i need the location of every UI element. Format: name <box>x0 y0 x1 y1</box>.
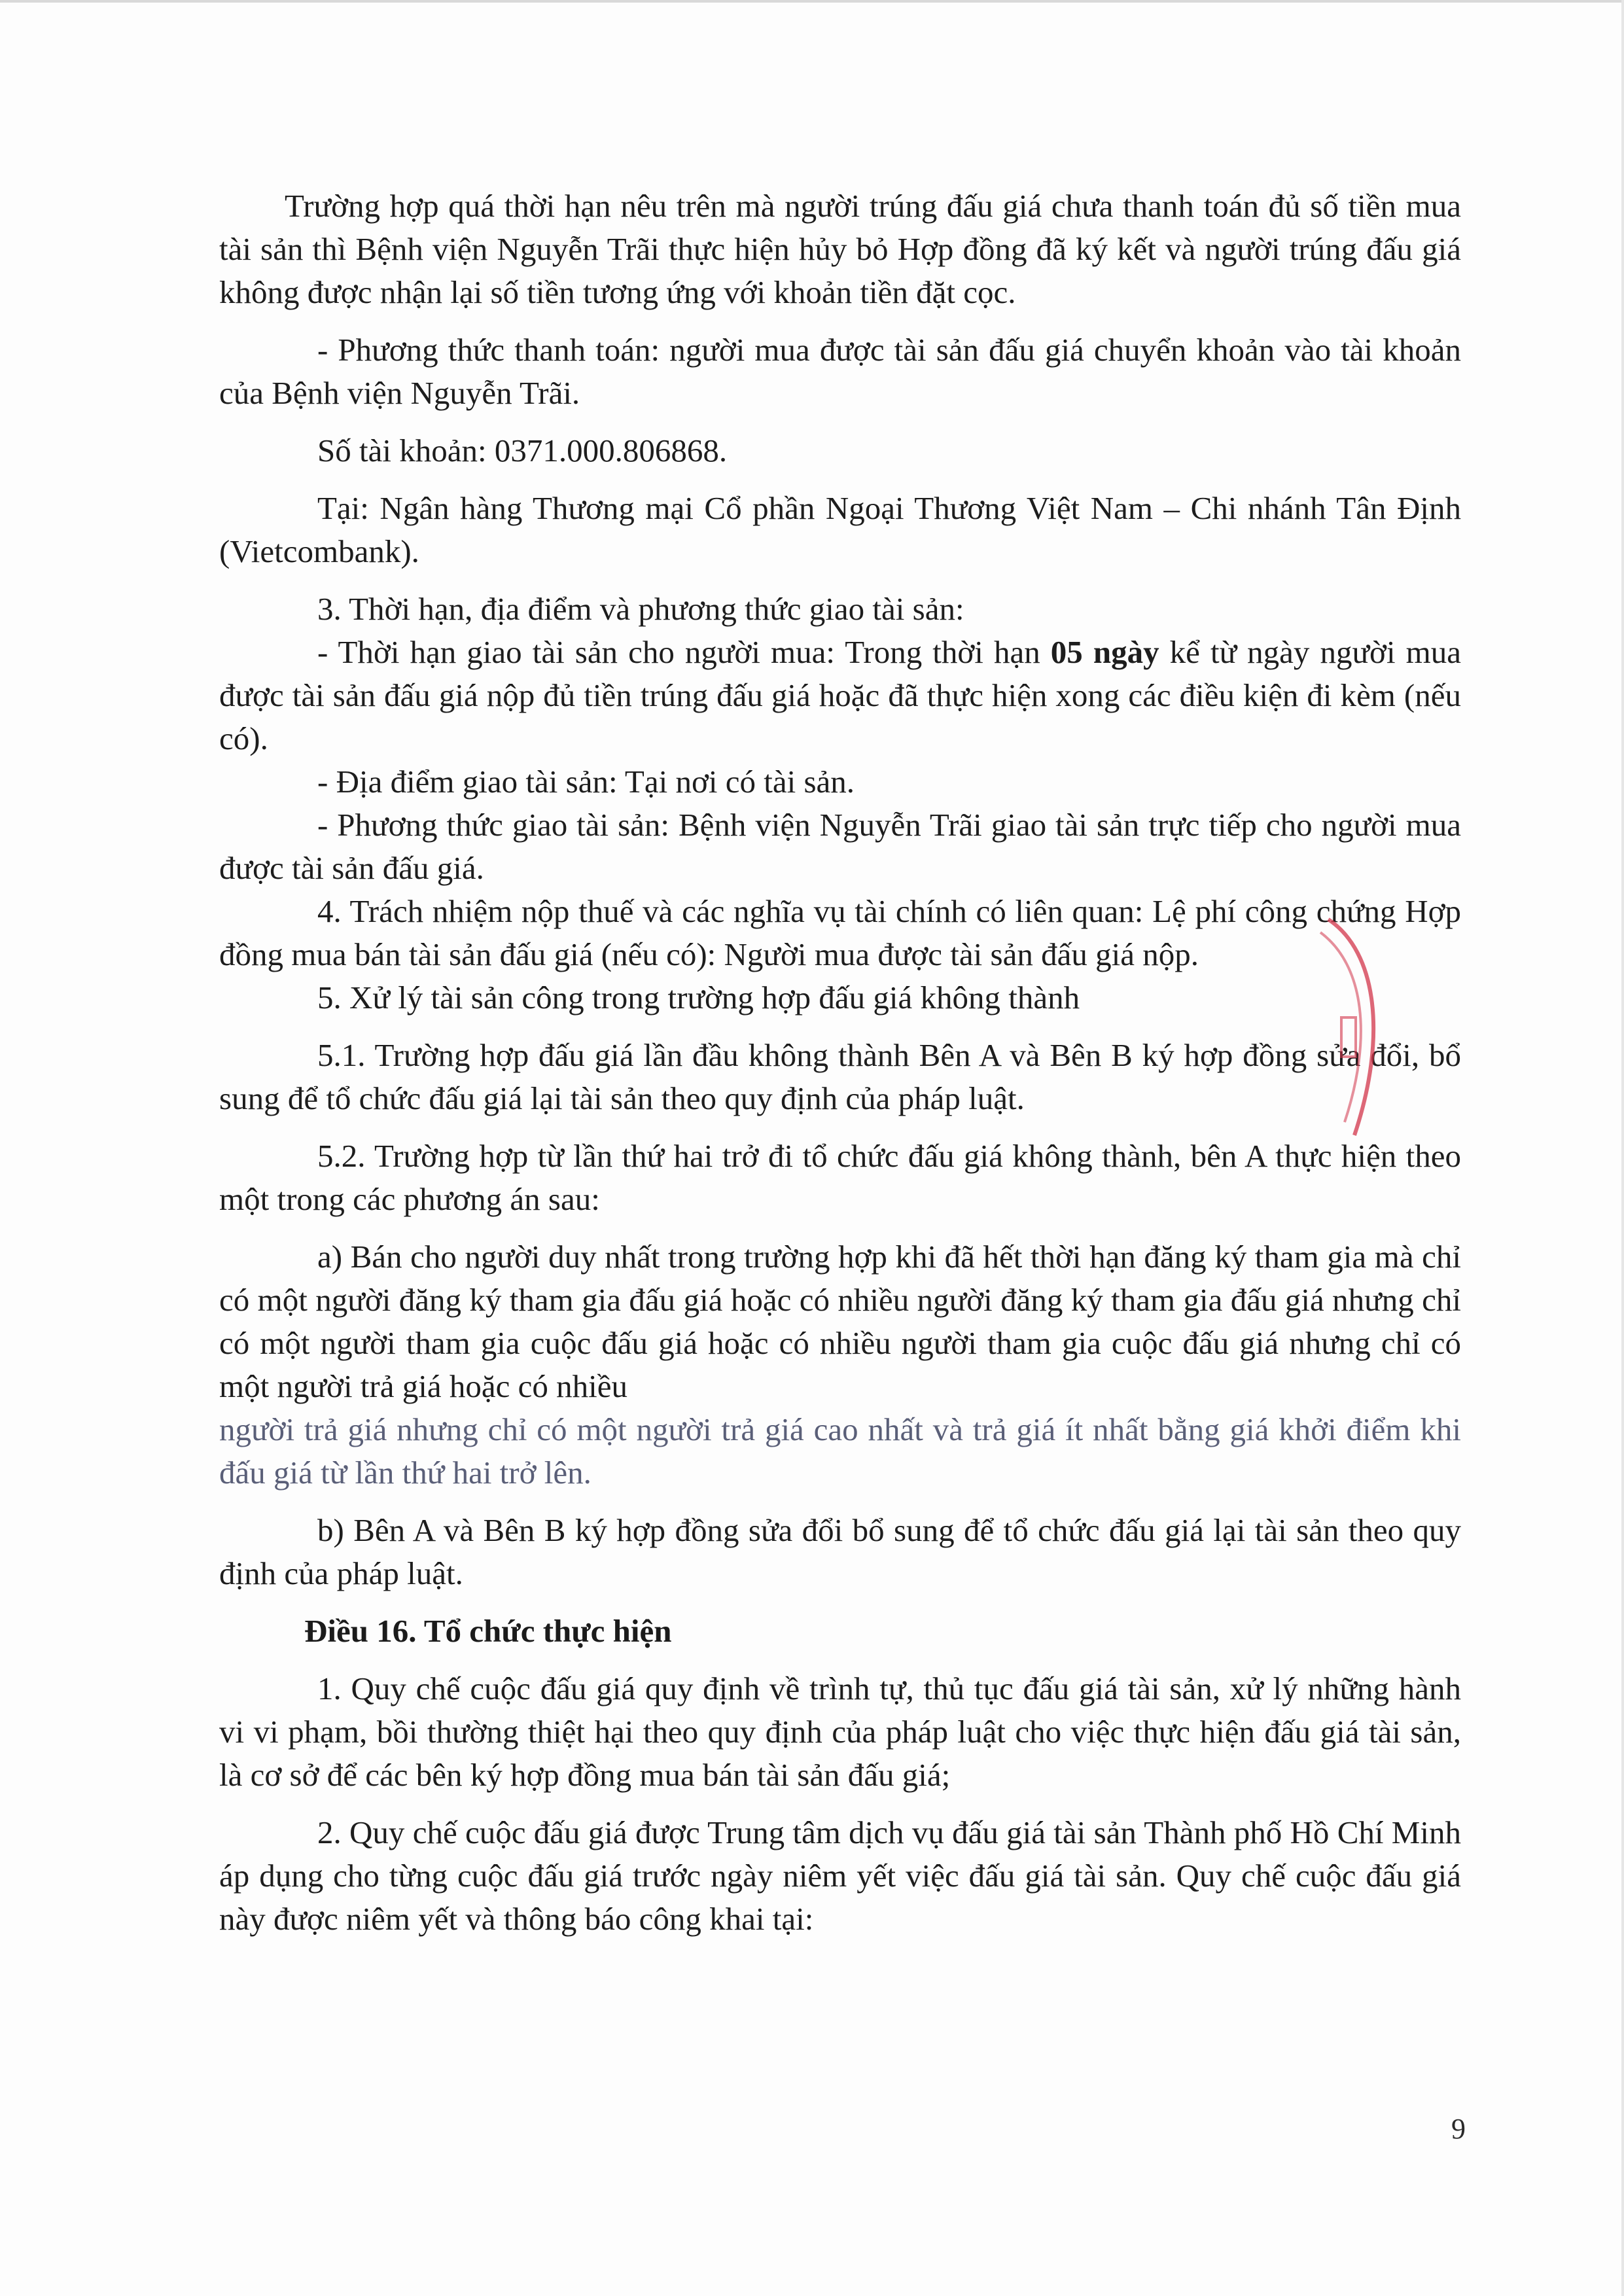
page-edge-right <box>1621 0 1624 2296</box>
document-body <box>219 185 1461 1955</box>
stamp-mark <box>1341 1017 1356 1057</box>
paragraph-account-number: Số tài khoản: 0371.000.806868. <box>317 433 728 468</box>
paragraph-option-a-continued: người trả giá nhưng chỉ có một người trả giá cao nhất và trả giá ít nhất bằng giá khởi điểm khi đấu giá từ lần thứ hai trở lên. <box>219 1411 1461 1491</box>
paragraph-option-a: a) Bán cho người duy nhất trong trường hợp khi đã hết thời hạn đăng ký tham gia mà chỉ có một người đăng ký tham gia đấu giá hoặc có nhiều người đăng ký tham gia đấu giá nhưng chỉ có một người tham gia cuộc đấu giá hoặc có nhiều người tham gia cuộc đấu giá nhưng chỉ có một người trả giá hoặc có nhiều <box>219 1239 1461 1404</box>
paragraph-section-5-1: 5.1. Trường hợp đấu giá lần đầu không thành Bên A và Bên B ký hợp đồng sửa đổi, bổ sung để tổ chức đấu giá lại tài sản theo quy định của pháp luật. <box>219 1037 1461 1116</box>
paragraph-section-3-title: 3. Thời hạn, địa điểm và phương thức giao tài sản: <box>317 591 964 627</box>
delivery-time-prefix: - Thời hạn giao tài sản cho người mua: Trong thời hạn <box>317 634 1051 670</box>
paragraph-article-16-item-1: 1. Quy chế cuộc đấu giá quy định về trình tự, thủ tục đấu giá tài sản, xử lý những hành vi vi phạm, bồi thường thiệt hại theo quy định của pháp luật cho việc thực hiện đấu giá tài sản, là cơ sở để các bên ký hợp đồng mua bán tài sản đấu giá; <box>219 1670 1461 1793</box>
paragraph-delivery-place: - Địa điểm giao tài sản: Tại nơi có tài sản. <box>317 764 855 800</box>
article-16-heading: Điều 16. Tổ chức thực hiện <box>304 1613 672 1649</box>
paragraph-article-16-item-2: 2. Quy chế cuộc đấu giá được Trung tâm dịch vụ đấu giá tài sản Thành phố Hồ Chí Minh áp dụng cho từng cuộc đấu giá trước ngày niêm yết việc đấu giá tài sản. Quy chế cuộc đấu giá này được niêm yết và thông báo công khai tại: <box>219 1814 1461 1937</box>
red-seal-stamp-icon <box>1315 913 1394 1148</box>
paragraph-section-5-title: 5. Xử lý tài sản công trong trường hợp đấu giá không thành <box>317 980 1080 1016</box>
delivery-days: 05 ngày <box>1050 634 1159 670</box>
paragraph-delivery-method: - Phương thức giao tài sản: Bệnh viện Nguyễn Trãi giao tài sản trực tiếp cho người mua được tài sản đấu giá. <box>219 807 1461 886</box>
delivery-time-suffix: kể từ ngày người mua được tài sản đấu giá nộp đủ tiền trúng đấu giá hoặc đã thực hiện xong các điều kiện đi kèm (nếu có). <box>219 634 1461 756</box>
paragraph-payment-method: - Phương thức thanh toán: người mua được tài sản đấu giá chuyển khoản vào tài khoản của Bệnh viện Nguyễn Trãi. <box>219 332 1461 411</box>
page-number: 9 <box>1451 2113 1466 2145</box>
page-edge-top <box>0 0 1624 3</box>
paragraph-bank: Tại: Ngân hàng Thương mại Cổ phần Ngoại Thương Việt Nam – Chi nhánh Tân Định (Vietcombank). <box>219 490 1461 569</box>
paragraph-delivery-time <box>219 631 1461 760</box>
paragraph-section-4-tax: 4. Trách nhiệm nộp thuế và các nghĩa vụ tài chính có liên quan: Lệ phí công chứng Hợp đồng mua bán tài sản đấu giá (nếu có): Người mua được tài sản đấu giá nộp. <box>219 893 1461 972</box>
paragraph-late-payment: Trường hợp quá thời hạn nêu trên mà người trúng đấu giá chưa thanh toán đủ số tiền mua tài sản thì Bệnh viện Nguyễn Trãi thực hiện hủy bỏ Hợp đồng đã ký kết và người trúng đấu giá không được nhận lại số tiền tương ứng với khoản tiền đặt cọc. <box>219 188 1461 310</box>
paragraph-option-b: b) Bên A và Bên B ký hợp đồng sửa đổi bổ sung để tổ chức đấu giá lại tài sản theo quy định của pháp luật. <box>219 1512 1461 1591</box>
paragraph-section-5-2: 5.2. Trường hợp từ lần thứ hai trở đi tổ chức đấu giá không thành, bên A thực hiện theo một trong các phương án sau: <box>219 1138 1461 1217</box>
